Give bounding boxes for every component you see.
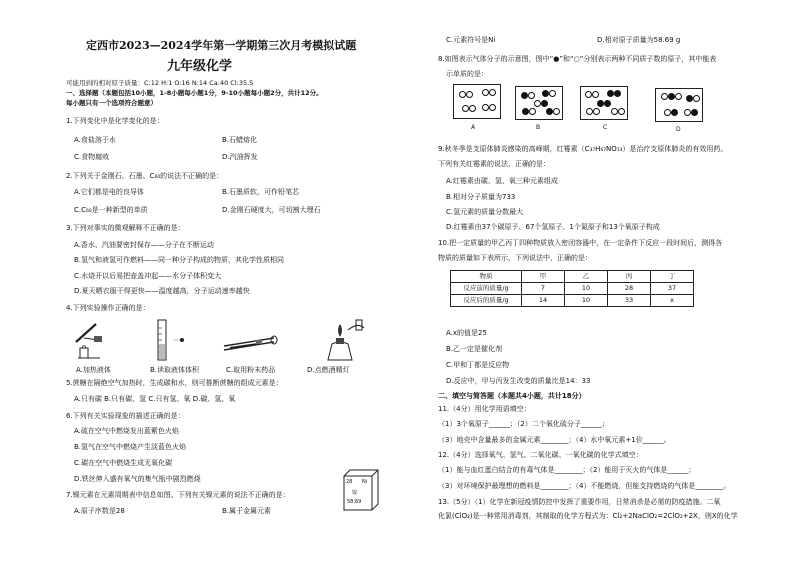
q2-option-b: B.石墨质软，可作铅笔芯 xyxy=(222,188,300,196)
molecule-label-d: D xyxy=(676,126,681,133)
q11-stem: 11.（4分）用化学用语填空： xyxy=(438,405,531,413)
element-tile-frame xyxy=(340,468,380,512)
table-cell: x xyxy=(651,295,694,307)
q6-option-d: D.铁丝伸入盛有氧气的集气瓶中剧烈燃烧 xyxy=(74,475,201,483)
q2-option-c: C.C₆₀是一种新型的单质 xyxy=(74,206,148,214)
table-row xyxy=(451,295,694,307)
q1-stem: 1.下列变化中是化学变化的是： xyxy=(66,117,164,125)
q7-stem: 7.镍元素在元素周期表中信息如图。下列有关镍元素的说法不正确的是： xyxy=(66,491,290,499)
lab-operations-illustration xyxy=(70,318,370,364)
table-header-cell: 丁 xyxy=(651,271,694,283)
q3-option-d: D.夏天晒衣服干得更快——温度越高，分子运动速率越快 xyxy=(74,287,250,295)
molecule-label-b: B xyxy=(536,124,541,131)
q1-option-d: D.汽油挥发 xyxy=(222,153,258,161)
q4-option-c: C.取用粉末药品 xyxy=(226,366,276,374)
section1-heading-cont: 每小题只有一个选项符合题意） xyxy=(66,99,157,107)
powder-spatula-icon xyxy=(224,336,277,350)
q9-stem: 9.秋冬季是支原体肺炎感染的高峰期，红霉素（C₃₇H₆₇NO₁₃）是治疗支原体肺炎的有效用药。 xyxy=(438,145,728,153)
q3-option-a: A.香水、汽油要密封保存——分子在不断运动 xyxy=(74,241,214,249)
q10-option-c: C.甲和丁都是反应物 xyxy=(446,361,510,369)
q5-options: A.只有碳 B.只有碳、氢 C.只有氢、氧 D.碳、氢、氧 xyxy=(74,395,236,403)
q6-option-a: A.硫在空气中燃烧发出蓝紫色火焰 xyxy=(74,427,179,435)
element-name: 镍 xyxy=(352,490,358,496)
q7-option-a: A.原子序数是28 xyxy=(74,507,125,515)
q3-option-b: B.氢气和液氢可作燃料——同一种分子构成的物质，其化学性质相同 xyxy=(74,256,285,264)
molecule-label-a: A xyxy=(471,124,476,131)
q7-option-d: D.相对原子质量为58.69 g xyxy=(597,36,681,44)
element-number: 28 xyxy=(346,479,353,485)
q4-option-a: A.加热液体 xyxy=(76,366,111,374)
table-cell: 10 xyxy=(565,283,608,295)
q13-stem-cont: 化氯(ClO₂)是一种常用消毒剂，其制取的化学方程式为：Cl₂+2NaClO₂=2ClO₂+2X，则X的化学 xyxy=(438,512,738,520)
molecule-label-c: C xyxy=(603,124,608,131)
exam-subtitle: 九年级化学 xyxy=(167,59,233,74)
molecule-box-d xyxy=(655,88,703,122)
q7-option-c: C.元素符号是Ni xyxy=(446,36,496,44)
q2-stem: 2.下列关于金刚石、石墨、C₆₀的说法不正确的是： xyxy=(66,172,224,180)
table-cell: 反应前的质量/g xyxy=(451,283,522,295)
q11-blanks-2: （3）地壳中含量最多的金属元素________；（4）水中氧元素+1价______。 xyxy=(438,436,671,444)
table-header-cell: 物质 xyxy=(451,271,522,283)
q10-stem-cont: 物质的质量如下表所示，下列说法中，正确的是： xyxy=(438,254,592,262)
q9-option-c: C.氢元素的质量分数最大 xyxy=(446,208,524,216)
q9-stem-cont: 下列有关红霉素的说法，正确的是： xyxy=(438,160,550,168)
table-header-cell: 甲 xyxy=(522,271,565,283)
q9-option-a: A.红霉素由碳、氢、氧三种元素组成 xyxy=(446,177,558,185)
element-symbol: Ni xyxy=(362,479,368,485)
table-header-cell: 丙 xyxy=(608,271,651,283)
table-cell: 33 xyxy=(608,295,651,307)
q3-option-c: C.水烧开以后易把壶盖冲起——水分子体积变大 xyxy=(74,272,222,280)
element-mass: 58.69 xyxy=(347,499,362,505)
q12-blanks-1: （1）能与血红蛋白结合的有毒气体是________；（2）能用于灭火的气体是______； xyxy=(438,466,696,474)
q9-option-b: B.相对分子质量为733 xyxy=(446,193,516,201)
q1-option-c: C.食物腐败 xyxy=(74,153,110,161)
q11-blanks-1: （1）3个氧原子______；（2）二个氧化硫分子______； xyxy=(438,420,609,428)
q7-option-b: B.属于金属元素 xyxy=(222,507,272,515)
table-cell: 7 xyxy=(522,283,565,295)
table-cell: 28 xyxy=(608,283,651,295)
molecule-box-b xyxy=(515,86,563,120)
q10-stem: 10.把一定质量的甲乙丙丁四种物质放入密闭容器中，在一定条件下反应一段时间后，测得各 xyxy=(438,239,723,247)
table-cell: 14 xyxy=(522,295,565,307)
exam-title: 定西市2023—2024学年第一学期第三次月考模拟试题 xyxy=(86,39,357,52)
q12-stem: 12.（4分）选择氧气、氢气、二氧化碳、一氧化碳的化学式填空： xyxy=(438,451,643,459)
q2-option-d: D.金刚石硬度大，可切割大理石 xyxy=(222,206,321,214)
q10-option-b: B.乙一定是催化剂 xyxy=(446,345,503,353)
q6-option-b: B.氢气在空气中燃烧产生淡蓝色火焰 xyxy=(74,443,187,451)
q10-option-d: D.反应中，甲与丙发生改变的质量比是14：33 xyxy=(446,377,591,385)
table-header-row xyxy=(451,271,694,283)
alcohol-lamp-icon xyxy=(328,320,364,360)
heating-liquid-icon xyxy=(76,324,102,358)
table-cell: 10 xyxy=(565,295,608,307)
molecule-box-c xyxy=(580,86,628,120)
q12-blanks-2: （3）对环境保护最理想的燃料是________；（4）不能燃烧，但能支持燃烧的气体是________。 xyxy=(438,482,731,490)
mass-table xyxy=(450,270,694,307)
q9-option-d: D.红霉素由37个碳原子、67个氢原子、1个氮原子和13个氧原子构成 xyxy=(446,223,660,231)
q8-stem-cont: 示单质的是： xyxy=(446,70,488,78)
table-header-cell: 乙 xyxy=(565,271,608,283)
q4-stem: 4.下列实验操作正确的是： xyxy=(66,304,150,312)
section1-heading: 一、选择题（本题包括10小题，1-8小题每小题1分，9-10小题每小题2分，共计12分。 xyxy=(66,89,323,97)
q4-option-b: B.读取液体体积 xyxy=(150,366,200,374)
q13-stem: 13.（5分）（1）化学在新冠疫情防控中发挥了重要作用，日常消杀是必需的防疫措施。二氧 xyxy=(438,498,721,506)
q1-option-a: A.食盐溶于水 xyxy=(74,136,116,144)
q5-stem: 5.蔗糖在隔绝空气加热时，生成碳和水，则可推断蔗糖的组成元素是： xyxy=(66,379,283,387)
table-cell: 37 xyxy=(651,283,694,295)
table-cell: 反应后的质量/g xyxy=(451,295,522,307)
q10-option-a: A.x的值是25 xyxy=(446,329,487,337)
q2-option-a: A.它们都是电的良导体 xyxy=(74,188,144,196)
q6-stem: 6.下列有关实验现象的描述正确的是： xyxy=(66,412,185,420)
atomic-masses: 可能用到的相对原子质量：C:12 H:1 O:16 N:14 Ca:40 Cl:35.5 xyxy=(66,79,254,87)
q6-option-c: C.碳在空气中燃烧生成无氧化碳 xyxy=(74,459,173,467)
q3-stem: 3.下列对事实的微观解释不正确的是： xyxy=(66,224,185,232)
q8-stem: 8.如图表示气体分子的示意图，图中“●”和“○”分别表示两种不同质子数的原子，其中能表 xyxy=(438,55,717,63)
section2-heading: 二、填空与简答题（本题共4小题，共计18分） xyxy=(438,392,586,400)
molecule-box-a xyxy=(453,84,501,119)
table-row xyxy=(451,283,694,295)
q1-option-b: B.石蜡熔化 xyxy=(222,136,258,144)
q4-option-d: D.点燃酒精灯 xyxy=(307,366,350,374)
graduated-cylinder-icon xyxy=(158,320,184,360)
